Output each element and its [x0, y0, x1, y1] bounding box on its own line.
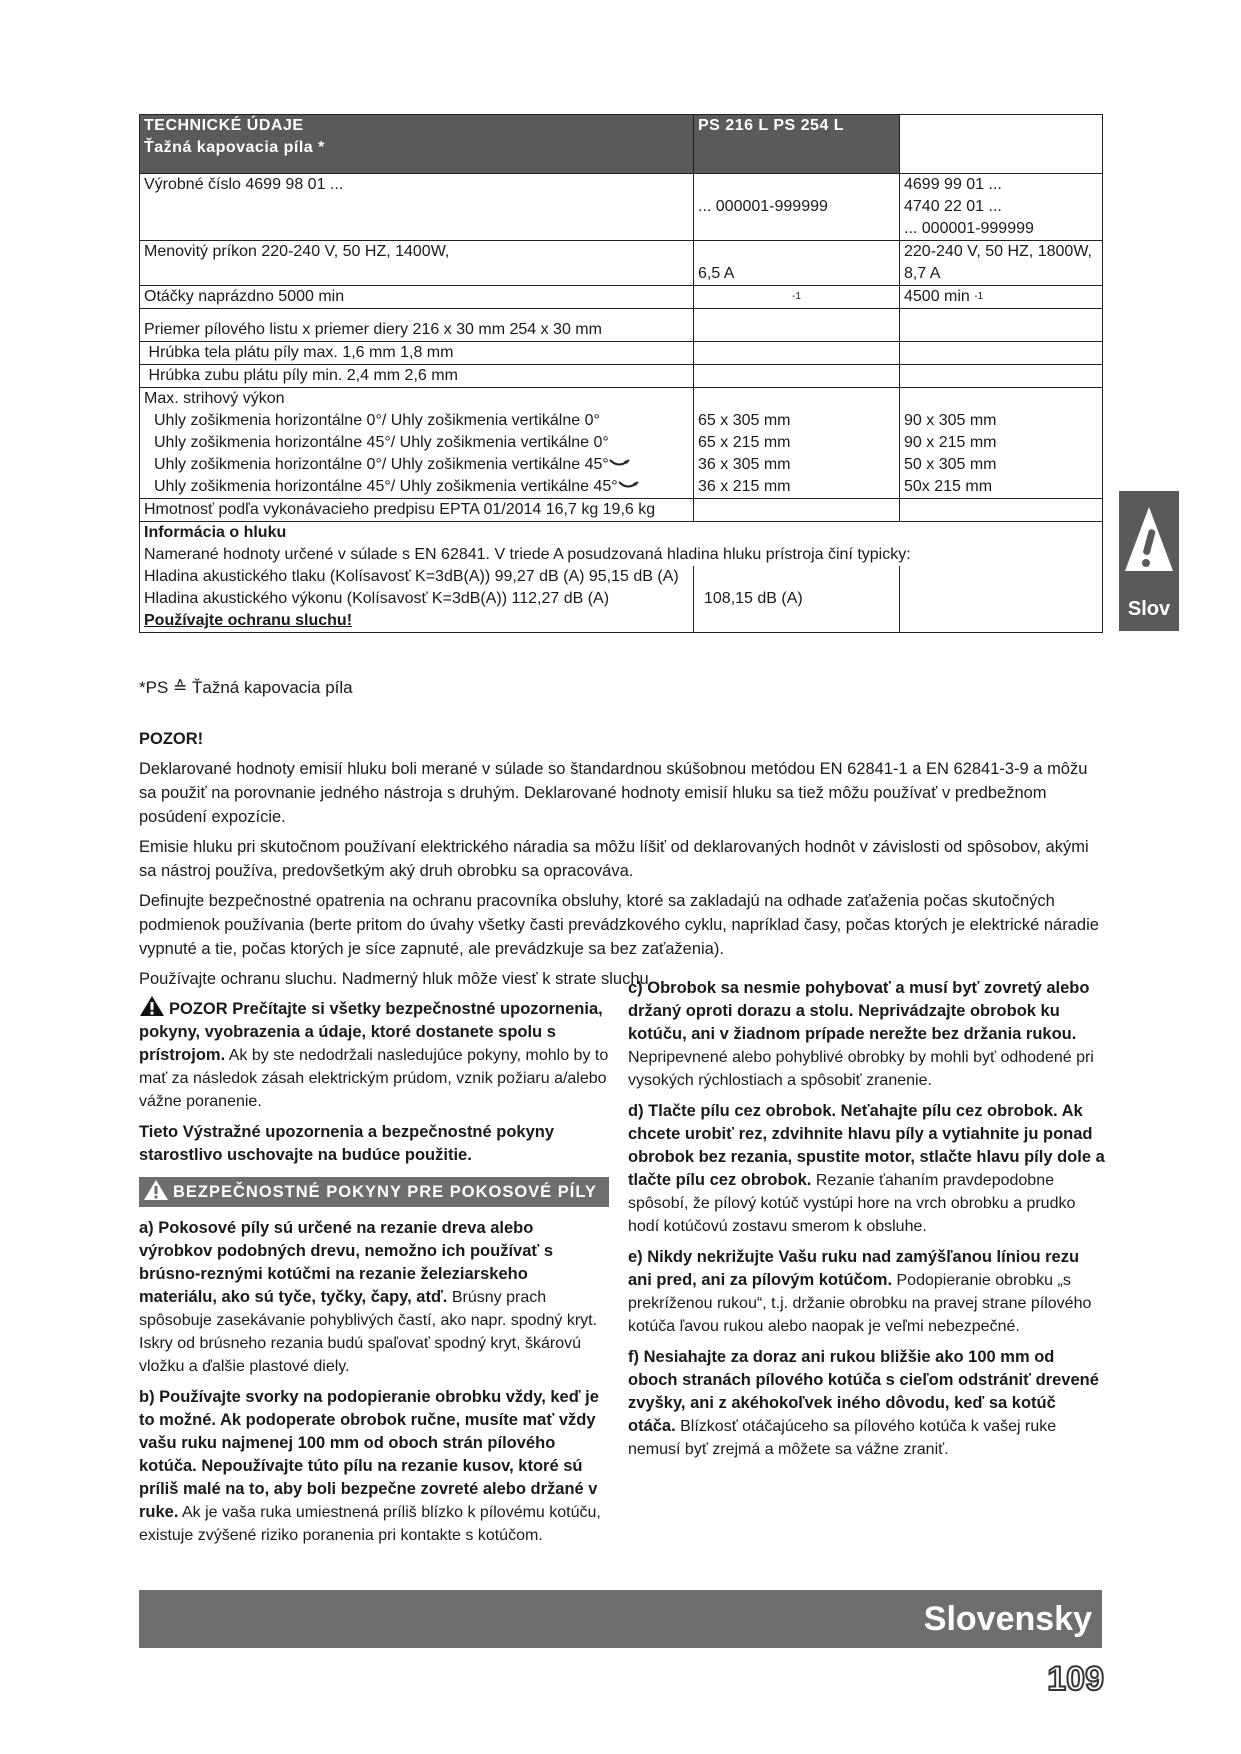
- speed-a-sup: -1: [792, 291, 801, 302]
- safety-warning: [139, 995, 609, 1113]
- blade-b-cell: [900, 309, 1103, 342]
- rule-e-text: Podopieranie obrobku „s prekríženou rukou“, t.j. držanie obrobku na pravej strane pílového kotúča ľavou rukou alebo naopak je veľmi nebezpečné.: [628, 1272, 1092, 1335]
- blade-a-cell: [694, 309, 900, 342]
- spec-title-cell: [140, 115, 694, 174]
- rule-f: [628, 1346, 1106, 1461]
- cut-b-cell: [900, 388, 1103, 499]
- cut-row-1-b: 90 x 305 mm: [904, 412, 997, 429]
- rule-e-bold: e) Nikdy nekrižujte Vašu ruku nad zamýšľanou líniou rezu ani pred, ani za pílovým kotúčom.: [628, 1248, 1080, 1289]
- left-column: [139, 995, 609, 1555]
- noise-title: Informácia o hluku: [144, 524, 287, 541]
- noise-empty-cell: [900, 566, 1103, 633]
- serial-label: Výrobné číslo 4699 98 01 ...: [140, 174, 694, 241]
- bevel-arrow-icon: [618, 479, 640, 491]
- cut-row-2-label: Uhly zošikmenia horizontálne 45°/ Uhly zošikmenia vertikálne 0°: [154, 434, 609, 451]
- spec-row-tooth: [140, 365, 1103, 388]
- cut-row-3-text: Uhly zošikmenia horizontálne 0°/ Uhly zošikmenia vertikálne 45°: [154, 456, 609, 473]
- spec-row-blade: [140, 309, 1103, 342]
- power-a-cell: [694, 241, 900, 286]
- serial-b2: 4740 22 01 ...: [904, 198, 1002, 215]
- power-b1: 220-240 V, 50 HZ, 1800W,: [904, 243, 1092, 260]
- noise-intro: Namerané hodnoty určené v súlade s EN 62841. V triede A posudzovaná hladina hluku prístroja činí typicky:: [144, 546, 911, 563]
- cut-row-3-label: [144, 454, 689, 476]
- speed-b-sup: -1: [974, 291, 984, 302]
- cut-a-cell: [694, 388, 900, 499]
- cut-row-4-label: [144, 476, 689, 498]
- weight-label: Hmotnosť podľa vykonávacieho predpisu EPTA 01/2014 16,7 kg 19,6 kg: [140, 499, 694, 522]
- warning-triangle-icon: [1123, 501, 1175, 581]
- spec-row-cut: [140, 388, 1103, 499]
- serial-b-cell: [900, 174, 1103, 241]
- thickness-a-cell: [694, 342, 900, 365]
- noise-cell: [140, 522, 1103, 567]
- body-paragraph-4: Používajte ochranu sluchu. Nadmerný hluk môže viesť k strate sluchu.: [139, 970, 654, 988]
- noise-power-b-cell: [694, 566, 900, 633]
- rule-d: [628, 1100, 1106, 1238]
- rule-b: [139, 1386, 609, 1547]
- cut-row-4-text: Uhly zošikmenia horizontálne 45°/ Uhly zošikmenia vertikálne 45°: [154, 478, 618, 495]
- power-a: 6,5 A: [698, 265, 735, 282]
- warning-triangle-icon: [143, 1179, 169, 1201]
- blade-label: Priemer pílového listu x priemer diery 216 x 30 mm 254 x 30 mm: [140, 309, 694, 342]
- caution-title: POZOR!: [139, 730, 204, 748]
- rule-d-text: Rezanie ťahaním pravdepodobne spôsobí, že pílový kotúč vystúpi hore na vrch obrobku a prudko hodí kotúčovú zostavu smerom k obsluhe.: [628, 1172, 1076, 1235]
- serial-b3: ... 000001-999999: [904, 220, 1034, 237]
- rule-d-bold: d) Tlačte pílu cez obrobok. Neťahajte pílu cez obrobok. Ak chcete urobiť rez, zdvihnite hlavu píly a vytiahnite ju ponad obrobok bez rezania, spustite motor, stlačte hlavu píly dole a tlačte pílu cez obrobok.: [628, 1102, 1105, 1189]
- rule-a-bold: a) Pokosové píly sú určené na rezanie dreva alebo výrobkov podobných drevu, nemožno ich používať s brúsno-reznými kotúčmi na rezanie železiarskeho materiálu, ako sú tyče, tyčky, čapy, atď.: [139, 1219, 554, 1306]
- cut-row-1-a: 65 x 305 mm: [698, 412, 791, 429]
- cut-label: Max. strihový výkon: [144, 390, 285, 407]
- body-paragraph-3: Definujte bezpečnostné opatrenia na ochranu pracovníka obsluhy, ktoré sa zakladajú na odhade zaťaženia počas skutočných podmienok používania (berte pritom do úvahy všetky časti prevádzkového cyklu, napríklad časy, počas ktorých je elektrické náradie vypnuté a tie, počas ktorých je síce zapnuté, ale prevádzkuje sa bez zaťaženia).: [139, 892, 1099, 958]
- rule-f-text: Blízkosť otáčajúceho sa pílového kotúča k vašej ruke nemusí byť zrejmá a môžete sa vážne zraniť.: [628, 1418, 1057, 1458]
- section-title: BEZPEČNOSTNÉ POKYNY PRE POKOSOVÉ PÍLY: [173, 1183, 597, 1201]
- cut-row-2-a: 65 x 215 mm: [698, 434, 791, 451]
- thickness-b-cell: [900, 342, 1103, 365]
- serial-a: ... 000001-999999: [698, 198, 828, 215]
- safety-warning-bold: POZOR Prečítajte si všetky bezpečnostné upozornenia, pokyny, vyobrazenia a údaje, ktoré dostanete spolu s prístrojom.: [139, 1000, 603, 1064]
- language-side-tab: [1119, 491, 1179, 631]
- speed-a-cell: [694, 286, 900, 309]
- power-b2: 8,7 A: [904, 265, 941, 282]
- right-column: [628, 977, 1106, 1469]
- page-number: 109: [1047, 1660, 1104, 1698]
- spec-header-row: [140, 115, 1103, 174]
- body-paragraph-1: Deklarované hodnoty emisií hluku boli merané v súlade so štandardnou skúšobnou metódou EN 62841-1 a EN 62841-3-9 a môžu sa použiť na porovnanie jedného nástroja s druhým. Deklarované hodnoty emisií hluku sa tiež môžu používať v predbežnom posúdení expozície.: [139, 760, 1088, 826]
- spec-row-weight: [140, 499, 1103, 522]
- speed-b: 4500 min: [904, 288, 970, 305]
- side-tab-label: Slov: [1127, 598, 1171, 620]
- rule-c-text: Nepripevnené alebo pohyblivé obrobky by mohli byť odhodené pri vysokých rýchlostiach a spôsobiť zranenie.: [628, 1049, 1094, 1089]
- rule-a-text: Brúsny prach spôsobuje zasekávanie pohyblivých častí, ako napr. spodný kryt. Iskry od brúsneho rezania budú spaľovať spodný kryt, škárovú vložku a ďalšie plastové diely.: [139, 1289, 598, 1375]
- tooth-label: Hrúbka zubu plátu píly min. 2,4 mm 2,6 mm: [140, 365, 694, 388]
- cut-cell: [140, 388, 694, 499]
- tooth-a-cell: [694, 365, 900, 388]
- cut-row-1-label: Uhly zošikmenia horizontálne 0°/ Uhly zošikmenia vertikálne 0°: [154, 412, 600, 429]
- tooth-b-cell: [900, 365, 1103, 388]
- model-header: PS 216 L PS 254 L: [694, 115, 900, 174]
- cut-row-3-a: 36 x 305 mm: [698, 456, 791, 473]
- cut-row-4-b: 50x 215 mm: [904, 478, 993, 495]
- rule-c-bold: c) Obrobok sa nesmie pohybovať a musí byť zovretý alebo držaný oproti dorazu a stolu. Neprivádzajte obrobok ku kotúču, ani v žiadnom prípade nerežte bez držania rukou.: [628, 979, 1090, 1043]
- cut-row-3-b: 50 x 305 mm: [904, 456, 997, 473]
- power-label: Menovitý príkon 220-240 V, 50 HZ, 1400W,: [140, 241, 694, 286]
- noise-pressure: Hladina akustického tlaku (Kolísavosť K=3dB(A)) 99,27 dB (A) 95,15 dB (A): [144, 568, 679, 585]
- footer-language: Slovensky: [923, 1600, 1092, 1638]
- noise-values-cell: [140, 566, 694, 633]
- noise-notes: [139, 727, 1104, 997]
- footer-language-bar: [139, 1590, 1102, 1648]
- spec-row-thickness: [140, 342, 1103, 365]
- spec-row-serial: [140, 174, 1103, 241]
- speed-b-cell: [900, 286, 1103, 309]
- noise-power: Hladina akustického výkonu (Kolísavosť K=3dB(A)) 112,27 dB (A): [144, 590, 610, 607]
- warning-triangle-icon: [139, 995, 165, 1017]
- spec-table: [139, 114, 1103, 633]
- serial-b1: 4699 99 01 ...: [904, 176, 1002, 193]
- bevel-arrow-icon: [609, 457, 631, 469]
- cut-row-4-a: 36 x 215 mm: [698, 478, 791, 495]
- body-paragraph-2: Emisie hluku pri skutočnom používaní elektrického náradia sa môžu líšiť od deklarovaných hodnôt v závislosti od spôsobov, akými sa nástroj používa, predovšetkým aký druh obrobku sa opracováva.: [139, 838, 1089, 880]
- spec-row-noise: [140, 522, 1103, 567]
- keep-instructions: Tieto Výstražné upozornenia a bezpečnostné pokyny starostlivo uschovajte na budúce použitie.: [139, 1123, 555, 1164]
- power-b-cell: [900, 241, 1103, 286]
- noise-power-b: 108,15 dB (A): [704, 590, 803, 607]
- rule-a: [139, 1217, 609, 1378]
- rule-c: [628, 977, 1106, 1092]
- hearing-protection: Používajte ochranu sluchu!: [144, 612, 353, 629]
- model-header-empty: [900, 115, 1103, 174]
- section-header: [139, 1177, 609, 1207]
- spec-subtitle: Ťažná kapovacia píla *: [144, 139, 325, 156]
- serial-a-cell: [694, 174, 900, 241]
- weight-a-cell: [694, 499, 900, 522]
- spec-row-power: [140, 241, 1103, 286]
- rule-b-bold: b) Používajte svorky na podopieranie obrobku vždy, keď je to možné. Ak podoperate obrobok ručne, musíte mať vždy vašu ruku najmenej 100 mm od oboch strán pílového kotúča. Nepoužívajte túto pílu na rezanie kusov, ktoré sú príliš malé na to, aby boli bezpečne zovreté alebo držané v ruke.: [139, 1388, 599, 1521]
- rule-e: [628, 1246, 1106, 1338]
- footnote: *PS ≙ Ťažná kapovacia píla: [139, 678, 353, 697]
- thickness-label: Hrúbka tela plátu píly max. 1,6 mm 1,8 mm: [140, 342, 694, 365]
- spec-row-noise-values: [140, 566, 1103, 633]
- rule-f-bold: f) Nesiahajte za doraz ani rukou bližšie ako 100 mm od oboch stranách pílového kotúča s cieľom odstrániť drevené zvyšky, ani z akéhokoľvek iného dôvodu, keď sa kotúč otáča.: [628, 1348, 1099, 1435]
- weight-b-cell: [900, 499, 1103, 522]
- spec-row-speed: [140, 286, 1103, 309]
- spec-title: TECHNICKÉ ÚDAJE: [144, 117, 304, 134]
- safety-warning-text: Ak by ste nedodržali nasledujúce pokyny, mohlo by to mať za následok zásah elektrickým prúdom, vznik požiaru a/alebo vážne poranenie.: [139, 1047, 609, 1110]
- cut-row-2-b: 90 x 215 mm: [904, 434, 997, 451]
- speed-label: Otáčky naprázdno 5000 min: [140, 286, 694, 309]
- rule-b-text: Ak je vaša ruka umiestnená príliš blízko k pílovému kotúču, existuje zvýšené riziko poranenia pri kontakte s kotúčom.: [139, 1504, 601, 1544]
